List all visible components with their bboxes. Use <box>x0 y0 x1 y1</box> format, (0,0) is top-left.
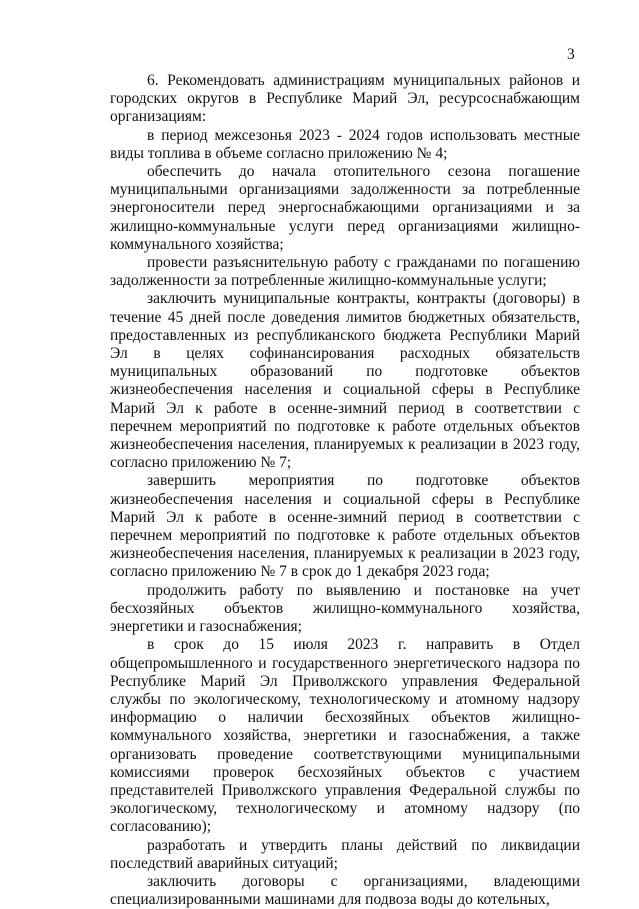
paragraph-ownerless-objects: продолжить работу по выявлению и постановке на учет бесхозяйных объектов жилищно-коммунального хозяйства, энергетики и газоснабжения; <box>110 581 580 636</box>
paragraph-water-contracts: заключить договоры с организациями, владеющими специализированными машинами для подвоза воды до котельных, <box>110 872 580 909</box>
paragraph-explanatory-work: провести разъяснительную работу с гражданами по погашению задолженности за потребленные жилищно-коммунальные услуги; <box>110 254 580 290</box>
paragraph-send-information: в срок до 15 июля 2023 г. направить в Отдел общепромышленного и государственного энергетического надзора по Республике Марий Эл Приволжского управления Федеральной службы по экологическому, технологическому и атомному надзору информацию о наличии бесхозяйных объектов жилищно-коммунального хозяйства, энергетики и газоснабжения, а также организовать проведение соответствующими муниципальными комиссиями проверок бесхозяйных объектов с участием представителей Приволжского управления Федеральной службы по экологическому, технологическому и атомному надзору (по согласованию); <box>110 636 580 836</box>
paragraph-emergency-plans: разработать и утвердить планы действий по ликвидации последствий аварийных ситуаций; <box>110 836 580 872</box>
paragraph-complete-preparation: завершить мероприятия по подготовке объектов жизнеобеспечения населения и социальной сферы в Республике Марий Эл к работе в осенне-зимний период в соответствии с перечнем мероприятий по подготовке к работе отдельных объектов жизнеобеспечения населения, планируемых к реализации в 2023 году, согласно приложению № 7 в срок до 1 декабря 2023 года; <box>110 472 580 581</box>
page-number: 3 <box>567 46 575 63</box>
paragraph-municipal-contracts: заключить муниципальные контракты, контракты (договоры) в течение 45 дней после доведения лимитов бюджетных обязательств, предоставленных из республиканского бюджета Республики Марий Эл в целях софинансирования расходных обязательств муниципальных образований по подготовке объектов жизнеобеспечения населения и социальной сферы в Республике Марий Эл к работе в осенне-зимний период в соответствии с перечнем мероприятий по подготовке к работе отдельных объектов жизнеобеспечения населения, планируемых к реализации в 2023 году, согласно приложению № 7; <box>110 290 580 472</box>
paragraph-recommendation: 6. Рекомендовать администрациям муниципальных районов и городских округов в Республике Марий Эл, ресурсоснабжающим организациям: <box>110 72 580 126</box>
document-body <box>110 72 580 909</box>
paragraph-debt-repayment: обеспечить до начала отопительного сезона погашение муниципальными организациями задолженности за потребленные энергоносители перед энергоснабжающими организациями и за жилищно-коммунальные услуги перед организациями жилищно-коммунального хозяйства; <box>110 163 580 253</box>
paragraph-local-fuel: в период межсезонья 2023 - 2024 годов использовать местные виды топлива в объеме согласно приложению № 4; <box>110 126 580 162</box>
